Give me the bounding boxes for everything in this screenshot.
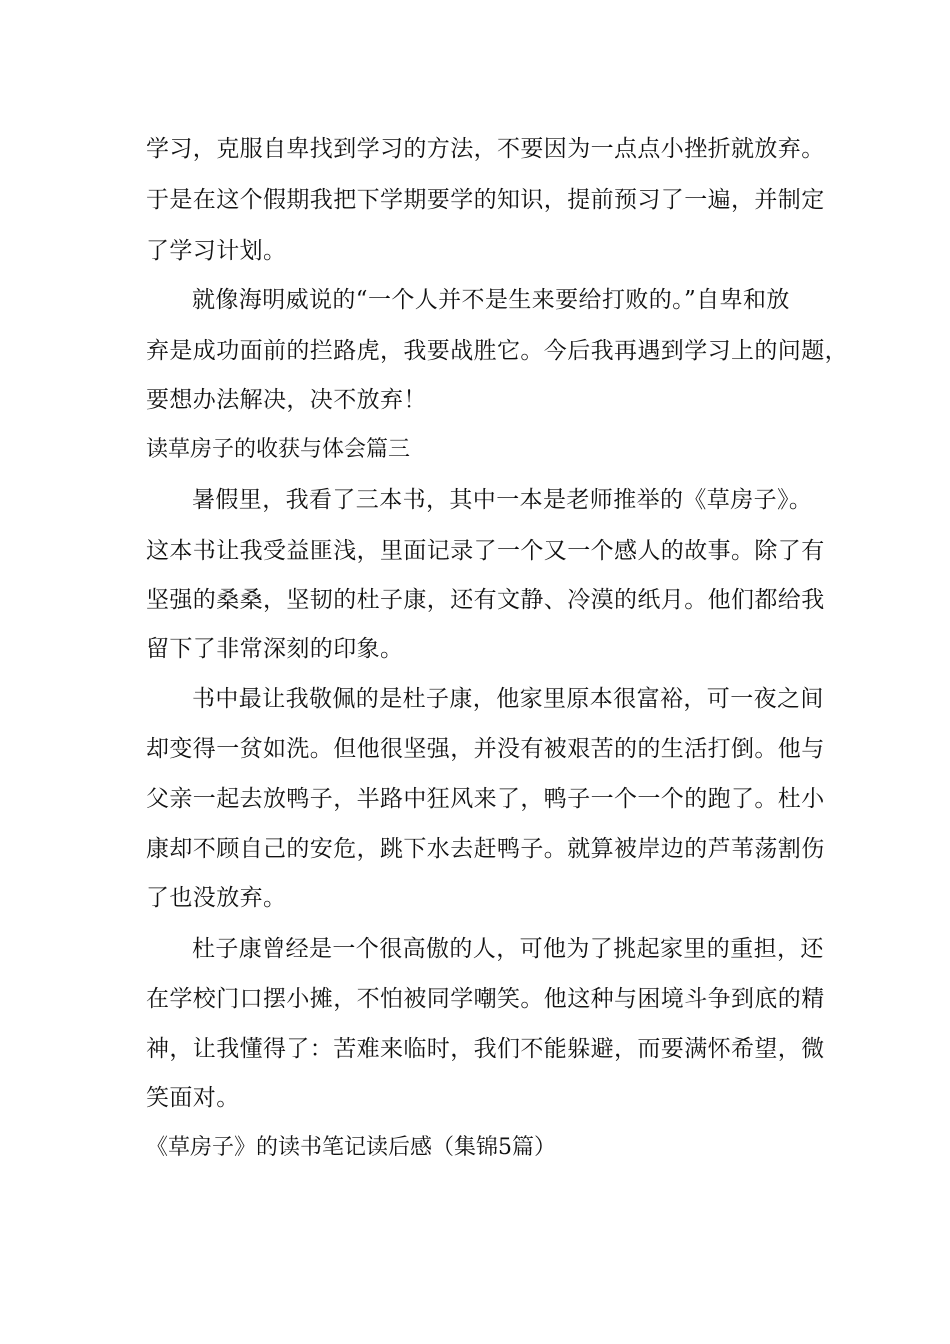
text-line: 要想办法解决，决不放弃！ — [146, 387, 427, 413]
text-line: 了也没放弃。 — [146, 885, 287, 911]
text-line: 神，让我懂得了：苦难来临时，我们不能躲避，而要满怀希望，微 — [146, 1036, 825, 1062]
text-line: 在学校门口摆小摊，不怕被同学嘲笑。他这种与困境斗争到底的精 — [146, 986, 825, 1012]
paragraph-first-line: 书中最让我敬佩的是杜子康，他家里原本很富裕，可一夜之间 — [192, 686, 824, 712]
text-line: 却变得一贫如洗。但他很坚强，并没有被艰苦的的生活打倒。他与 — [146, 736, 825, 762]
text-line: 这本书让我受益匪浅，里面记录了一个又一个感人的故事。除了有 — [146, 538, 825, 564]
text-line: 笑面对。 — [146, 1085, 240, 1111]
text-line: 康却不顾自己的安危，跳下水去赶鸭子。就算被岸边的芦苇荡割伤 — [146, 836, 825, 862]
text-line: 学习，克服自卑找到学习的方法，不要因为一点点小挫折就放弃。 — [146, 136, 825, 162]
article-title: 《草房子》的读书笔记读后感（集锦5篇） — [146, 1135, 556, 1160]
paragraph-first-line: 暑假里，我看了三本书，其中一本是老师推举的《草房子》。 — [192, 487, 813, 513]
text-line: 留下了非常深刻的印象。 — [146, 636, 404, 662]
text-line: 了学习计划。 — [146, 238, 287, 264]
paragraph-first-line: 就像海明威说的“一个人并不是生来要给打败的。”自卑和放 — [192, 287, 790, 313]
section-heading: 读草房子的收获与体会篇三 — [146, 437, 411, 462]
text-line: 于是在这个假期我把下学期要学的知识，提前预习了一遍，并制定 — [146, 187, 825, 213]
text-line: 弃是成功面前的拦路虎，我要战胜它。今后我再遇到学习上的问题， — [146, 338, 848, 364]
text-line: 坚强的桑桑，坚韧的杜子康，还有文静、冷漠的纸月。他们都给我 — [146, 587, 825, 613]
text-line: 父亲一起去放鸭子，半路中狂风来了，鸭子一个一个的跑了。杜小 — [146, 786, 825, 812]
paragraph-first-line: 杜子康曾经是一个很高傲的人，可他为了挑起家里的重担，还 — [192, 936, 824, 962]
